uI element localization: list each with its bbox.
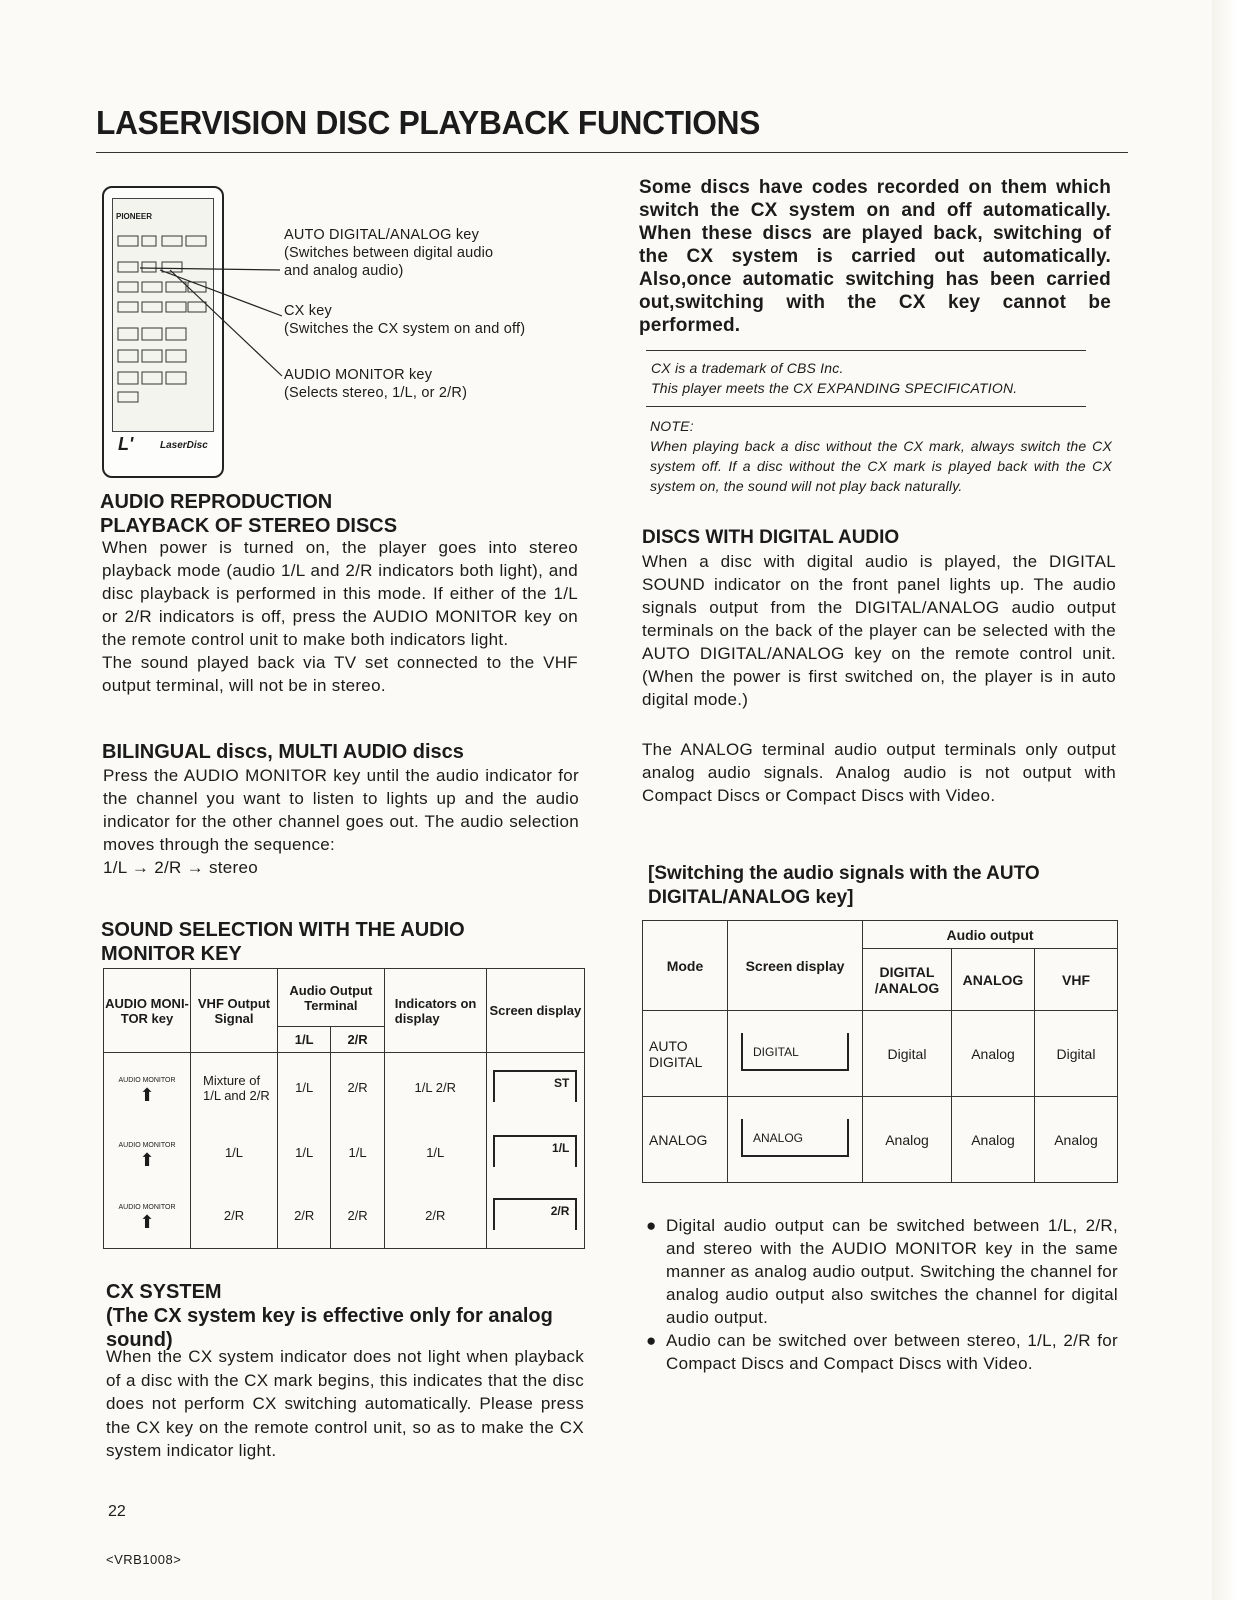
cx-system-text: When the CX system indicator does not light when playback of a disc with the CX mark begins, this indicates that the disc does not perform CX switching automatically. Please press the CX key on the remote control unit, so as to make the CX system indicator light.	[106, 1347, 584, 1460]
header-ch1: 1/L	[278, 1027, 331, 1053]
table-row: AUDIO MONITOR ⬆ Mixture of 1/L and 2/R 1/L 2/R 1/L 2/R ST	[104, 1053, 585, 1123]
title-rule	[96, 152, 1128, 153]
laserdisc-logo-text: LaserDisc	[160, 440, 208, 451]
table-row: ANALOG ANALOG Analog Analog Analog	[643, 1097, 1118, 1183]
header-audio-output: Audio Output Terminal	[278, 969, 385, 1027]
bullet-icon: ●	[646, 1216, 657, 1235]
header-vhf: VHF Output Signal	[191, 969, 278, 1053]
trademark-rule-top	[646, 350, 1086, 351]
bilingual-heading: BILINGUAL discs, MULTI AUDIO discs	[102, 741, 464, 763]
header-analog: ANALOG	[952, 949, 1035, 1011]
audio-reproduction-text: When power is turned on, the player goes into stereo playback mode (audio 1/L and 2/R indicators both light), and disc playback is performed in this mode. If either of the 1/L or 2/R indicators is off, press the AUDIO MONITOR key on the remote control unit to make both indicators light. The sound played back via TV set connected to the VHF output terminal, will not be in stereo.	[102, 538, 578, 695]
bullet-icon: ●	[646, 1331, 657, 1350]
audio-monitor-key-icon: AUDIO MONITOR ⬆	[104, 1123, 191, 1183]
sound-selection-heading: SOUND SELECTION WITH THE AUDIO MONITOR KEY	[101, 919, 465, 965]
remote-brand: PIONEER	[116, 212, 153, 221]
header-key: AUDIO MONI- TOR key	[104, 969, 191, 1053]
audio-monitor-key-icon: AUDIO MONITOR ⬆	[104, 1053, 191, 1123]
table-row: AUDIO MONITOR ⬆ 2/R 2/R 2/R 2/R 2/R	[104, 1183, 585, 1249]
audio-monitor-key-icon: AUDIO MONITOR ⬆	[104, 1183, 191, 1249]
page-edge	[1212, 0, 1237, 1600]
switching-heading: [Switching the audio signals with the AUTO DIGITAL/ANALOG key]	[648, 863, 1040, 908]
header-vhf: VHF	[1035, 949, 1118, 1011]
page-title: LASERVISION DISC PLAYBACK FUNCTIONS	[96, 104, 761, 141]
screen-display-icon: ST	[493, 1070, 577, 1102]
trademark-rule-bottom	[646, 406, 1086, 407]
audio-reproduction-heading: AUDIO REPRODUCTION PLAYBACK OF STEREO DISCS	[100, 491, 398, 537]
screen-display-icon: ANALOG	[741, 1119, 849, 1157]
bullet-list	[646, 1214, 1118, 1375]
callout-lines	[140, 240, 290, 390]
screen-display-icon: DIGITAL	[741, 1033, 849, 1071]
trademark-text: CX is a trademark of CBS Inc. This player meets the CX EXPANDING SPECIFICATION.	[651, 360, 1018, 396]
header-mode: Mode	[643, 921, 728, 1011]
document-code: <VRB1008>	[106, 1552, 182, 1567]
callout-audio-monitor: AUDIO MONITOR key (Selects stereo, 1/L, or 2/R)	[284, 367, 468, 401]
table-row: AUDIO MONITOR ⬆ 1/L 1/L 1/L 1/L 1/L	[104, 1123, 585, 1183]
list-item: ● Digital audio output can be switched between 1/L, 2/R, and stereo with the AUDIO MONITOR key in the same manner as analog audio output. Switching the channel for analog audio output also switches the channel for digital audio output.	[646, 1216, 1118, 1327]
header-screen-display: Screen display	[728, 921, 863, 1011]
header-audio-output: Audio output	[863, 921, 1118, 949]
header-screen: Screen display	[486, 969, 584, 1053]
digital-audio-heading: DISCS WITH DIGITAL AUDIO	[642, 527, 900, 548]
switching-table	[642, 920, 1118, 1183]
digital-audio-text: When a disc with digital audio is played, the DIGITAL SOUND indicator on the front panel lights up. The audio signals output from the DIGITAL/ANALOG audio output terminals on the back of the player can be selected with the AUTO DIGITAL/ANALOG key on the remote control unit. (When the power is first switched on, the player is in auto digital mode.)	[642, 552, 1116, 709]
header-digital-analog: DIGITAL /ANALOG	[863, 949, 952, 1011]
header-indicators: Indicators on display	[384, 969, 486, 1053]
screen-display-icon: 1/L	[493, 1135, 577, 1167]
bilingual-text: Press the AUDIO MONITOR key until the audio indicator for the channel you want to listen to lights up and the audio indicator for the other channel goes out. The audio selection moves through the sequence: 1/L → 2/R → stereo	[103, 766, 579, 877]
laserdisc-logo-icon: L'	[118, 434, 134, 454]
cx-auto-switch-text: Some discs have codes recorded on them which switch the CX system on and off automatically. When these discs are played back, switching of the CX system is carried out automatically. Also,once automatic switching has been carried out,switching with the CX key cannot be performed.	[639, 177, 1111, 336]
analog-terminal-text: The ANALOG terminal audio output terminals only output analog audio signals. Analog audio is not output with Compact Discs or Compact Discs with Video.	[642, 740, 1116, 805]
header-ch2: 2/R	[331, 1027, 384, 1053]
list-item: ● Audio can be switched over between stereo, 1/L, 2/R for Compact Discs and Compact Discs with Video.	[646, 1331, 1118, 1373]
cx-system-heading: CX SYSTEM (The CX system key is effective only for analog sound)	[106, 1281, 553, 1351]
screen-display-icon: 2/R	[493, 1198, 577, 1230]
callout-cx-key: CX key (Switches the CX system on and off)	[284, 303, 526, 337]
note-block: NOTE: When playing back a disc without the CX mark, always switch the CX system off. If a disc without the CX mark is played back with the CX system on, the sound will not play back naturally.	[650, 418, 1112, 494]
sound-selection-table	[103, 968, 585, 1249]
callout-auto-digital: AUTO DIGITAL/ANALOG key (Switches between digital audio and analog audio)	[284, 227, 494, 279]
table-row: AUTO DIGITAL DIGITAL Digital Analog Digital	[643, 1011, 1118, 1097]
page-number: 22	[108, 1503, 126, 1520]
